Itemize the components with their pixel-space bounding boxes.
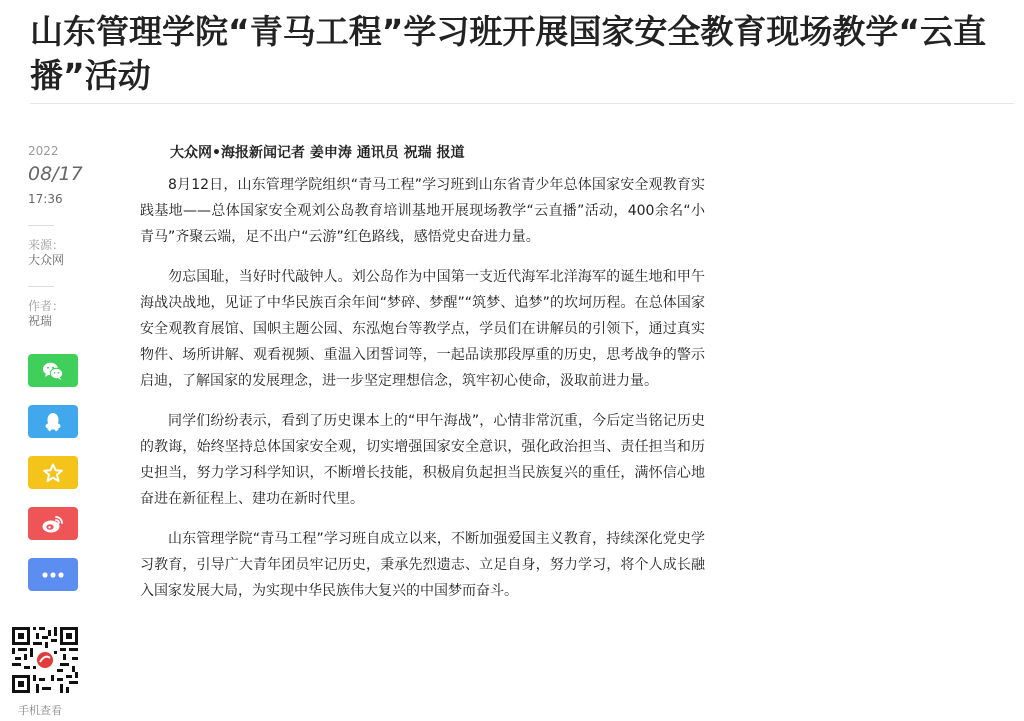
publish-year: 2022 [28, 144, 59, 158]
share-weibo-button[interactable] [28, 507, 78, 540]
share-wechat-button[interactable] [28, 354, 78, 387]
source-label: 来源： [28, 238, 65, 252]
meta-divider [28, 286, 54, 287]
share-qq-button[interactable] [28, 405, 78, 438]
article-body [140, 142, 705, 618]
qr-code-icon [12, 627, 78, 693]
meta-divider [28, 225, 54, 226]
more-icon [42, 572, 64, 578]
author-value: 祝瑞 [28, 314, 53, 328]
wechat-icon [42, 361, 64, 381]
byline: 大众网•海报新闻记者 姜申涛 通讯员 祝瑞 报道 [170, 145, 465, 161]
qr-label: 手机查看 [18, 704, 62, 717]
favorite-button[interactable] [28, 456, 78, 489]
more-share-button[interactable] [28, 558, 78, 591]
weibo-icon [41, 514, 65, 534]
star-icon [43, 463, 63, 483]
article-title: 山东管理学院“青马工程”学习班开展国家安全教育现场教学“云直播”活动 [30, 12, 987, 95]
paragraph: 山东管理学院“青马工程”学习班自成立以来，不断加强爱国主义教育，持续深化党史学习教育，引导广大青年团员牢记历史，秉承先烈遗志、立足自身，努力学习，将个人成长融入国家发展大局，为实现中华民族伟大复兴的中国梦而奋斗。 [140, 531, 705, 599]
paragraph: 同学们纷纷表示，看到了历史课本上的“甲午海战”，心情非常沉重，今后定当铭记历史的教诲，始终坚持总体国家安全观，切实增强国家安全意识，强化政治担当、责任担当和历史担当，努力学习科学知识，不断增长技能，积极肩负起担当民族复兴的重任，满怀信心地奋进在新征程上、建功在新时代里。 [140, 413, 705, 507]
publish-date: 08/17 [28, 163, 83, 185]
publish-time: 17:36 [28, 192, 63, 206]
qq-icon [44, 412, 62, 432]
paragraph: 勿忘国耻，当好时代敲钟人。刘公岛作为中国第一支近代海军北洋海军的诞生地和甲午海战决战地，见证了中华民族百余年间“梦碎、梦醒”“筑梦、追梦”的坎坷历程。在总体国家安全观教育展馆、国帜主题公园、东泓炮台等教学点，学员们在讲解员的引领下，通过真实物件、场所讲解、观看视频、重温入团誓词等，一起品读那段厚重的历史，思考战争的警示启迪，了解国家的发展理念，进一步坚定理想信念，筑牢初心使命，汲取前进力量。 [140, 269, 705, 389]
author-label: 作者： [28, 299, 65, 313]
paragraph: 8月12日，山东管理学院组织“青马工程”学习班到山东省青少年总体国家安全观教育实践基地——总体国家安全观刘公岛教育培训基地开展现场教学“云直播”活动，400余名“小青马”齐聚云端，足不出户“云游”红色路线，感悟党史奋进力量。 [140, 177, 705, 245]
title-divider [30, 103, 1014, 104]
source-value: 大众网 [28, 253, 65, 267]
article-meta [28, 140, 118, 329]
